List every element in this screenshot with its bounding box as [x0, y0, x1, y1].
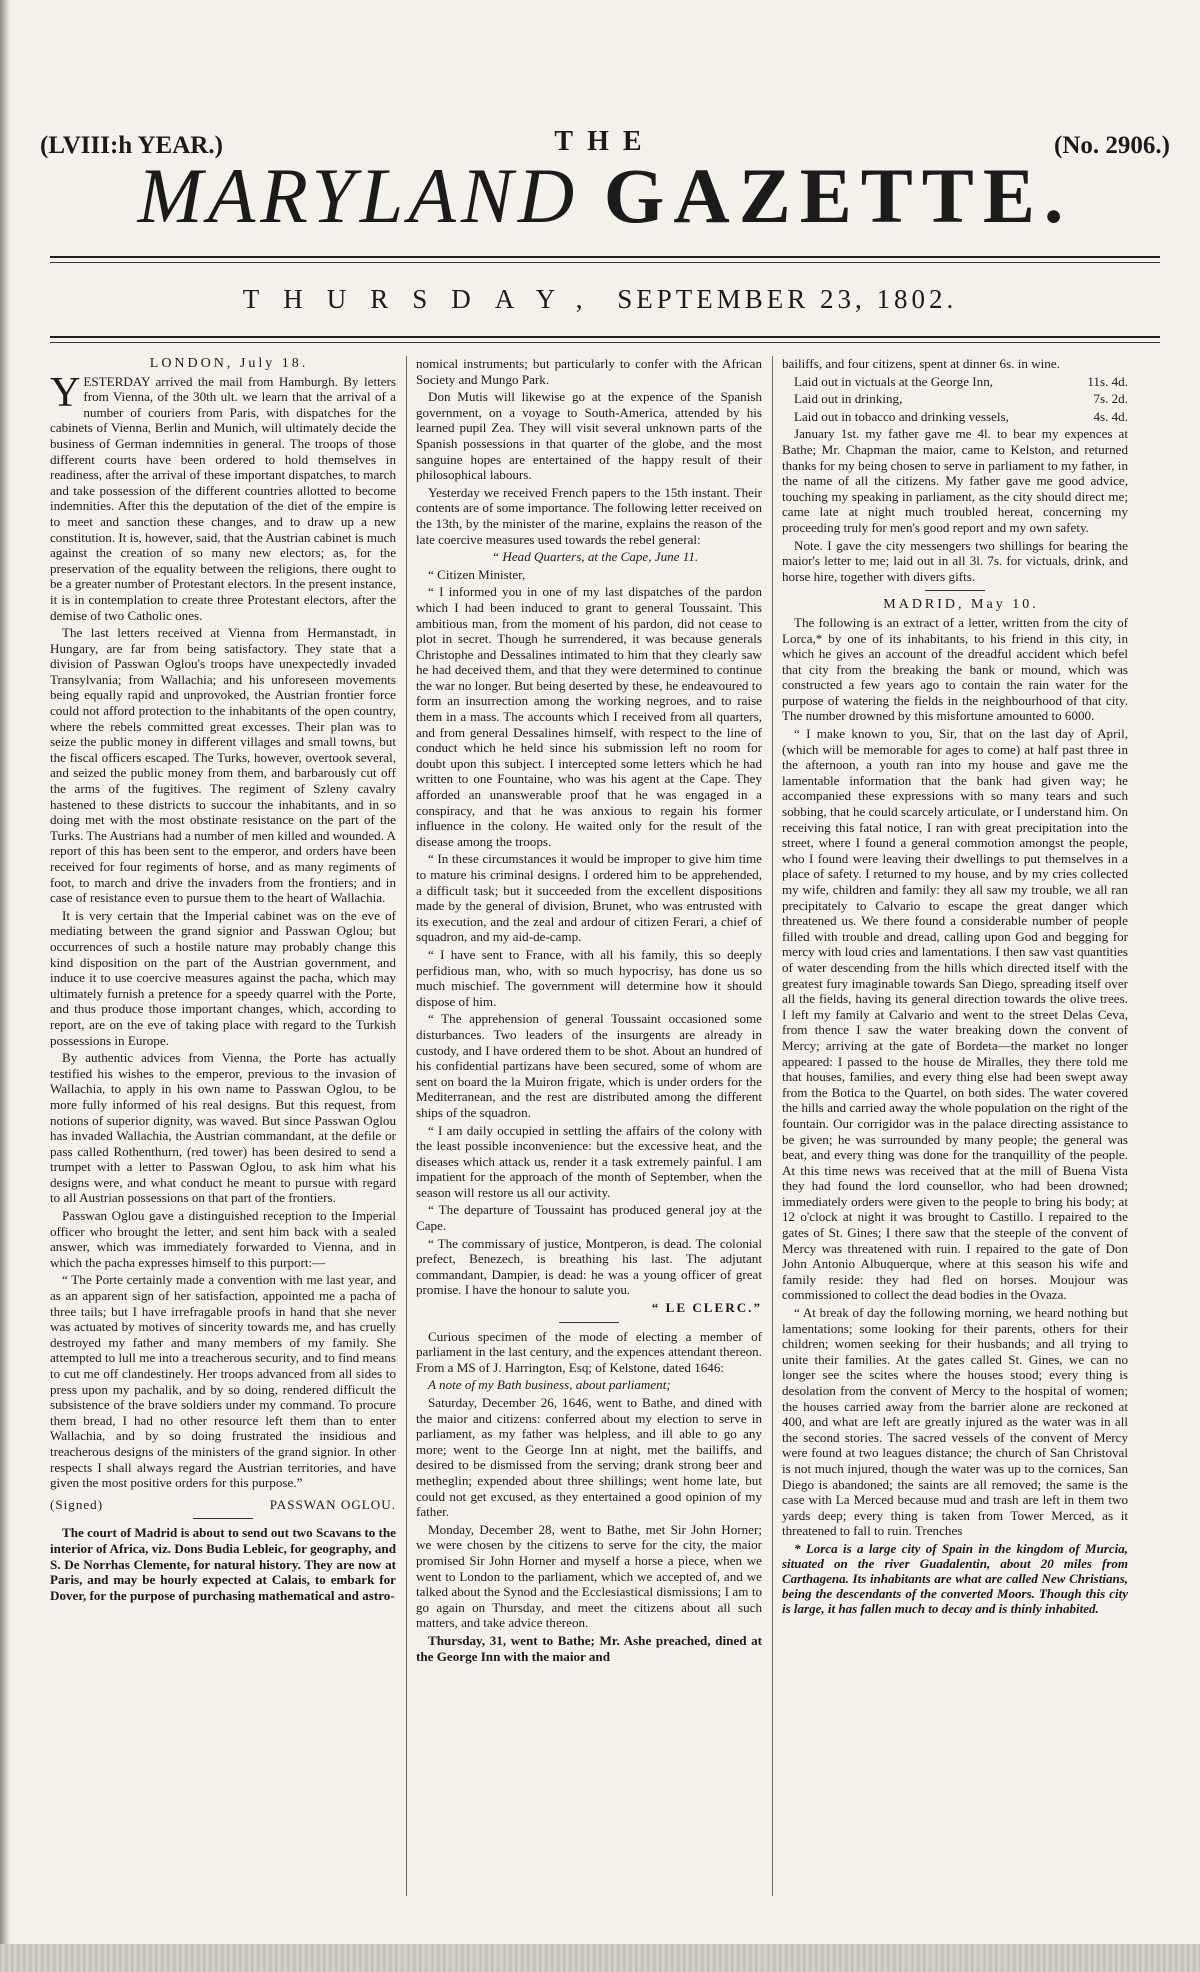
signed-label: (Signed): [50, 1496, 104, 1512]
article-paragraph: “ The apprehension of general Toussaint occasioned some disturbances. Two leaders of the insurgents are already in custody, and I have ordered them to be shot. About an hundred of his confidential partizans have been secured, some of whom are sent on board the la Muiron frigate, which is under orders for the Mediterranean, and the rest are distributed among the different ships of the squadron.: [416, 1011, 762, 1120]
article-paragraph: By authentic advices from Vienna, the Porte has actually testified his wishes to the emperor, previous to the invasion of Wallachia, to apply in his own name to Passwan Oglou, to be more fully informed of his real designs. But this request, from notions of superior dignity, was waved. But since Passwan Oglou has invaded Wallachia, the Austrian commandant, at the defile or pass called Rothenthurn, (red tower) has been desired to send a trumpet with a letter to Passwan Oglou, to ask him what his designs were, and what conduct he meant to pursue with regard to all Austrian possessions on that part of the frontiers.: [50, 1050, 396, 1206]
article-paragraph: Monday, December 28, went to Bathe, met Sir John Horner; we were chosen by the citizens to serve for the city, the maior promised Sir John Horner and myself a horse a piece, when we went to London to the parliament, which we accepted of, and we talked about the Synod and the Ecclesiastical dismissions; I am to go again on Thursday, and meet the citizens about all such matters, and take advice thereon.: [416, 1521, 762, 1631]
article-paragraph: [50, 369, 396, 624]
signature-leclerc: “ LE CLERC.”: [651, 1300, 762, 1316]
london-dateline: LONDON, July 18.: [149, 356, 309, 371]
note-heading: A note of my Bath business, about parliament;: [428, 1377, 671, 1393]
signature-row: [50, 1497, 396, 1513]
masthead-rule: [50, 256, 1160, 258]
ledger-item: Laid out in tobacco and drinking vessels,: [794, 408, 1009, 424]
issue-day: THURSDAY,: [242, 284, 607, 314]
ledger-item: Laid out in drinking,: [794, 391, 903, 407]
article-paragraph: January 1st. my father gave me 4l. to bear my expences at Bathe; Mr. Chapman the maior, came to Kelston, and returned thanks for my being chosen to serve in parliament to my father, in the name of all the citizens. My father gave me good advice, touching my speaking in parliament, as the city should direct me; came late at night much troubled hereat, concerning my proceeding truly for men's good report and my own safety.: [782, 426, 1128, 535]
ledger-amount: 7s. 2d.: [1093, 391, 1128, 407]
ledger-row: [782, 374, 1128, 390]
dateline-rule: [50, 336, 1160, 338]
ledger-amount: 11s. 4d.: [1087, 373, 1128, 389]
signature-passwan: PASSWAN OGLOU.: [269, 1496, 396, 1512]
article-paragraph: Don Mutis will likewise go at the expence of the Spanish government, on a voyage to South-America, attended by his learned pupil Zea. They will visit several unknown parts of the Spanish possessions in that quarter of the globe, and the most sanguine hopes are entertained of the happy result of their philosophical labours.: [416, 389, 762, 483]
article-paragraph: “ I informed you in one of my last dispatches of the pardon which I had been induced to grant to general Toussaint. This ambitious man, from the moment of his pardon, did not cease to plot in secret. Though he surrendered, it was because generals Christophe and Dessalines intimated to him that they clearly saw he had deceived them, and that they were determined to continue the war no longer. But being deserted by these, he endeavoured to form an insurrection among the working negroes, and to raise them in a mass. The accounts which I received from all quarters, and from general Dessalines himself, with respect to the line of conduct which he held since his submission left no room for doubt upon this subject. I intercepted some letters which he had written to one Fountaine, who was his agent at the Cape. They afforded an unanswerable proof that he was engaged in a conspiracy, and that he was anxious to regain his former influence in the colony. He waited only for the result of the disease among the troops.: [416, 584, 762, 849]
masthead-the: THE: [554, 126, 656, 157]
column-1: [50, 356, 396, 1896]
article-paragraph: Curious specimen of the mode of electing a member of parliament in the last century, and the expences attendant thereon. From a MS of J. Harrington, Esq; of Kelstone, dated 1646:: [416, 1328, 762, 1375]
article-paragraph: “ The commissary of justice, Montperon, is dead. The colonial prefect, Benezech, is breathing his last. The adjutant commandant, Dampier, is dead: he was a young officer of great promise. I have the honour to salute you.: [416, 1235, 762, 1298]
madrid-dateline: MADRID, May 10.: [883, 597, 1039, 613]
article-paragraph: Thursday, 31, went to Bathe; Mr. Ashe preached, dined at the George Inn with the maior and: [416, 1632, 762, 1664]
article-paragraph: “ The Porte certainly made a convention with me last year, and as an apparent sign of her satisfaction, appointed me a pacha of three tails; but I have irrefragable proofs in hand that she never was actuated by motives of sincerity towards me, and has cruelly destroyed my father and many members of my family. She attempted to lull me into a treacherous security, and to find means to cut me off clandestinely. Her troops advanced from all sides to press upon my pachalik, and by so doing, rendered difficult the subsistence of the brave soldiers under my command. To procure them bread, I had no other resource left them than to enter Wallachia, and by so doing frustrated the insidious and treacherous designs of the ministers of the grand signior. In other respects I shall always regard the Austrian territories, and have given the most positive orders for this purpose.”: [50, 1272, 396, 1491]
masthead: [40, 100, 1170, 260]
article-paragraph: “ I am daily occupied in settling the affairs of the colony with the least possible inconvenience: but the excessive heat, and the diseases which attack us, render it a task extremely painful. I am impatient for the approach of the month of September, when the season will restore us all our activity.: [416, 1122, 762, 1200]
column-2: [416, 356, 762, 1896]
article-paragraph: The last letters received at Vienna from Hermanstadt, in Hungary, are far from being satisfactory. They state that a division of Passwan Oglou's troops have unexpectedly invaded Transylvania; from Wallachia; and his unforeseen movements being equally rapid and unprovoked, the Austrian frontier force could not afford protection to the inhabitants of the open country, where the rebels committed great excesses. Their plan was to seize the public money in different villages and small towns, but the fiscal officers escaped. The Turks, however, overtook several, and seized the public money from them, and barbarously cut off the arms of the fugitives. The regiment of Szleny cavalry hastened to these districts to succour the inhabitants, and in so doing met with the most obstinate resistance on the part of the Turks. The Austrians had a number of men killed and wounded. A report of this has been sent to the emperor, and orders have been received for four regiments of horse, and as many regiments of foot, to march and drive the invaders from the frontiers; and in case of resistance even to pursue them to the heart of Wallachia.: [50, 625, 396, 906]
footnote-lorca: * Lorca is a large city of Spain in the kingdom of Murcia, situated on the river Guadalentin, about 20 miles from Carthagena. Its inhabitants are what are called New Christians, being the descendants of the converted Moors. Though this city is large, it has fallen much to decay and is thinly inhabited.: [782, 1540, 1128, 1616]
article-paragraph: Saturday, December 26, 1646, went to Bathe, and dined with the maior and citizens: conferred about my election to serve in parliament, as my father was helpless, and ill able to go any more; went to the George Inn at night, met the bailiffs, and desired to be dismissed from the serving; drank strong beer and metheglin; expended about three shillings; went home late, but could not get excused, as they entertained a good opinion of my father.: [416, 1395, 762, 1520]
newspaper-title: [40, 152, 1170, 239]
issue-dateline: [0, 284, 1200, 315]
article-paragraph: nomical instruments; but particularly to confer with the African Society and Mungo Park.: [416, 356, 762, 387]
section-rule: [925, 590, 985, 591]
article-paragraph: Yesterday we received French papers to the 15th instant. Their contents are of some importance. The following letter received on the 13th, by the minister of the marine, explains the reason of the late coercive measures used towards the rebel general:: [416, 484, 762, 547]
section-rule: [193, 1518, 253, 1519]
article-columns: [50, 356, 1160, 1896]
issue-number: (No. 2906.): [1054, 132, 1170, 159]
ledger-row: [782, 409, 1128, 425]
article-paragraph: Note. I gave the city messengers two shillings for bearing the maior's letter to me; laid out in all 3l. 7s. for victuals, drink, and horse hire, together with divers gifts.: [782, 537, 1128, 584]
article-paragraph: bailiffs, and four citizens, spent at dinner 6s. in wine.: [782, 356, 1060, 371]
column-divider: [772, 356, 773, 1896]
article-paragraph: “ I have sent to France, with all his family, this so deeply perfidious man, who, with so much hypocrisy, has done us so much mischief. The government will determine how it should dispose of him.: [416, 946, 762, 1009]
masthead-rule-thin: [50, 262, 1160, 263]
dateline-rule-thin: [50, 342, 1160, 343]
article-paragraph: The court of Madrid is about to send out two Scavans to the interior of Africa, viz. Dons Budia Lebleic, for geography, and S. De Norrhas Clemente, for natural history. They are now at Paris, and may be hourly expected at Calais, to embark for Dover, for the purpose of purchasing mathematical and astro-: [50, 1525, 396, 1603]
article-paragraph: “ In these circumstances it would be improper to give him time to mature his criminal designs. I ordered him to be apprehended, a difficult task; but it succeeded from the excellent dispositions made by the general of division, Brunet, who was entrusted with its execution, and the zeal and ardour of citizen Ferari, a chief of squadron, and my aid-de-camp.: [416, 851, 762, 945]
ledger-amount: 4s. 4d.: [1093, 408, 1128, 424]
expense-ledger: [782, 374, 1128, 425]
ledger-item: Laid out in victuals at the George Inn,: [794, 373, 994, 389]
letter-heading: “ Head Quarters, at the Cape, June 11.: [491, 549, 699, 565]
column-3: [782, 356, 1128, 1896]
article-text: ESTERDAY arrived the mail from Hamburgh. By letters from Vienna, of the 30th ult. we learn that the arrival of a number of couriers from Paris, with dispatches for the cabinets of Vienna, Berlin and Munich, will ultimately decide the business of German indemnities in general. The troops of those different courts have been ordered to hold themselves in readiness, after the arrival of these important dispatches, to march and take possession of the different countries allotted to become indemnities. After this the deputation of the diet of the empire is to meet and sanction these changes, and to draw up a new constitution. It is, however, said, that the Austrian cabinet is much against the creation of so many new electors; as, for the preservation of the equality between the religions, there ought to be a greater number of Protestant electors. In the present instance, it is in contemplation to create three Protestant electors, after the demise of two Catholic ones.: [50, 373, 396, 623]
article-paragraph: Passwan Oglou gave a distinguished reception to the Imperial officer who brought the letter, and sent him back with a sealed answer, which was immediately forwarded to Vienna, and in which the pacha expresses himself to this purport:—: [50, 1208, 396, 1270]
section-rule: [559, 1322, 619, 1323]
column-divider: [406, 356, 407, 1896]
title-maryland: MARYLAND: [137, 152, 580, 239]
title-gazette: GAZETTE.: [603, 152, 1073, 239]
article-paragraph: It is very certain that the Imperial cabinet was on the eve of mediating between the grand signior and Passwan Oglou; but occurrences of such a hostile nature may probably change this kind disposition on the part of the Austrian government, and induce it to use coercive measures against the pacha, which may ultimately furnish a pretence for a speedy quarrel with the Porte, and thus produce those important changes, which, according to report, are on the eve of taking place with regard to the Turkish possessions in Europe.: [50, 907, 396, 1048]
article-paragraph: “ I make known to you, Sir, that on the last day of April, (which will be memorable for ages to come) at half past three in the afternoon, a youth ran into my house and gave me the lamentable information that the bank had given way; he accompanied these expressions with so many tears and such sobbing, that he could scarcely articulate, or I understand him. On receiving this fatal notice, I ran with great precipitation into the street, where I found a general commotion amongst the people, who I found were leaving their dwellings to put themselves in a place of safety. I returned to my house, and by my cries collected my wife, children and family: they all saw my trouble, we all ran precipitately to Calvario to escape the great danger which threatened us. We there found a considerable number of people filled with trouble and dread, calling upon God and begging for mercy with loud cries and lamentations. I then saw vast quantities of water descending from the hills which directed itself with the greatest fury imaginable towards San Diego, spreading itself over all the fields, having its general direction towards the olive trees. I left my family at Calvario and went to the street Delas Ceva, from thence I saw the water breaking down the convent of Mercy; arriving at the gate of Bordeta—the market no longer appeared: I passed to the house de Miralles, they there told me that houses, families, and every thing else had been swept away from the Botica to the Quartel, on both sides. The water covered the hills and carried away the whole population on the right of the fountain. Our corrigidor was in the palace directing assistance to be given; he was surrounded by many people; the general was beat, and every thing was done for the tranquillity of the people. At this time news was received that at the mill of Buena Vista they had found the lord counsellor, who had been drowned; immediately orders were given to the people to bring his body; at 12 o'clock at night it was brought to Castillo. I repaired to the gates of St. Gines; I there saw that the steeple of the convent of Mercy was threatened with ruin. I repaired to the gate of Don John Antonio Albuquerque, where at this season his wife and family reside: they had fled on horses. Moujour was commissioned to collect the dead bodies in the Ovaza.: [782, 726, 1128, 1303]
article-paragraph: The following is an extract of a letter, written from the city of Lorca,* by one of its inhabitants, to his friend in this city, in which he gives an account of the dreadful accident which befel that city from the breaking the bank or mound, which was constructed a few years ago to contain the rain water for the purpose of watering the fields in the neighbourhood of that city. The number drowned by this misfortune amounted to 6000.: [782, 614, 1128, 724]
article-paragraph: “ The departure of Toussaint has produced general joy at the Cape.: [416, 1202, 762, 1234]
letter-salutation: “ Citizen Minister,: [428, 566, 526, 582]
issue-date: SEPTEMBER 23, 1802.: [617, 284, 958, 314]
article-paragraph: “ At break of day the following morning, we heard nothing but lamentations; some looking for their parents, others for their children; women seeking for their husbands; and all trying to unite their families. At the gates called St. Gines, we can no longer see the scites where the houses stood; every thing is desolation from the convent of Mercy to the hospital of women; the houses carried away from the barrier alone are reckoned at 400, and what are left are greatly injured as the water was in all the second stories. The sacred vessels of the convent of Mercy were found at two leagues distance; the church of San Christoval is not much injured, though the water was up to the cornices, San Diego is abandoned; the saints are all removed; the same is the case with La Merced because mud and trash are left in them two yards deep; every thing is taken from Tower Merced, as it threatened to fall to ruin. Trenches: [782, 1305, 1128, 1539]
drop-cap: Y: [50, 369, 81, 416]
year-label: (LVIII:h YEAR.): [40, 132, 223, 159]
ledger-row: [782, 391, 1128, 407]
scan-edge-bottom: [0, 1944, 1200, 1972]
